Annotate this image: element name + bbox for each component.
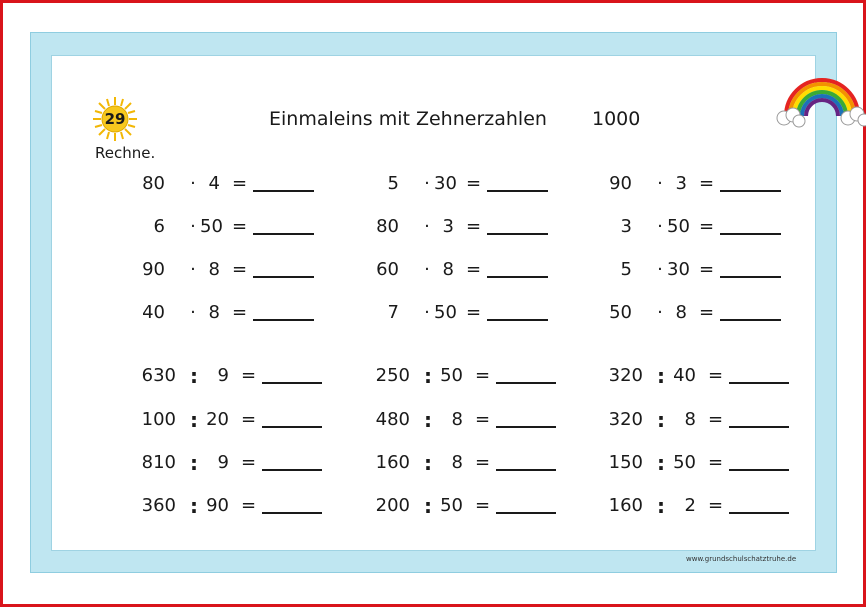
answer-blank[interactable] (487, 319, 548, 321)
equals-sign: = (232, 173, 248, 194)
answer-blank[interactable] (253, 233, 314, 235)
answer-blank[interactable] (729, 426, 789, 428)
operand-a: 160 (375, 452, 410, 473)
operand-a: 150 (608, 452, 643, 473)
operand-b: 50 (200, 216, 223, 237)
multiplication-problem (140, 257, 318, 283)
answer-blank[interactable] (487, 276, 548, 278)
multiplication-problem (140, 171, 318, 197)
operand-b: 2 (684, 495, 696, 516)
answer-blank[interactable] (253, 276, 314, 278)
equals-sign: = (466, 173, 482, 194)
operand-b: 8 (208, 259, 220, 280)
multiplication-problem (374, 257, 552, 283)
multiplication-problem (374, 171, 552, 197)
equals-sign: = (241, 452, 257, 473)
equals-sign: = (241, 495, 257, 516)
operand-b: 8 (451, 409, 463, 430)
operand-b: 8 (675, 302, 687, 323)
operand-b: 8 (442, 259, 454, 280)
equals-sign: = (466, 302, 482, 323)
division-sign: : (190, 408, 198, 432)
equals-sign: = (232, 302, 248, 323)
equals-sign: = (708, 365, 724, 386)
answer-blank[interactable] (262, 512, 322, 514)
answer-blank[interactable] (262, 469, 322, 471)
answer-blank[interactable] (253, 319, 314, 321)
number-range: 1000 (592, 108, 641, 130)
equals-sign: = (232, 259, 248, 280)
equals-sign: = (475, 365, 491, 386)
worksheet-number: 29 (104, 110, 126, 128)
division-sign: : (424, 408, 432, 432)
operand-a: 90 (142, 259, 165, 280)
equals-sign: = (475, 495, 491, 516)
operand-b: 50 (434, 302, 457, 323)
answer-blank[interactable] (262, 382, 322, 384)
operand-a: 40 (142, 302, 165, 323)
division-sign: : (424, 451, 432, 475)
operand-b: 9 (217, 452, 229, 473)
multiplication-problem (607, 214, 785, 240)
division-problem (374, 363, 560, 389)
equals-sign: = (699, 216, 715, 237)
worksheet (51, 55, 816, 563)
operand-b: 3 (675, 173, 687, 194)
multiplication-problem (140, 300, 318, 326)
answer-blank[interactable] (729, 382, 789, 384)
operand-a: 6 (153, 216, 165, 237)
division-sign: : (190, 494, 198, 518)
division-sign: : (657, 494, 665, 518)
operand-a: 480 (375, 409, 410, 430)
multiplication-sign: · (190, 173, 196, 194)
operand-a: 50 (609, 302, 632, 323)
operand-a: 160 (608, 495, 643, 516)
multiplication-sign: · (424, 302, 430, 323)
operand-a: 320 (608, 409, 643, 430)
operand-b: 8 (451, 452, 463, 473)
multiplication-sign: · (190, 259, 196, 280)
operand-a: 80 (142, 173, 165, 194)
multiplication-sign: · (190, 216, 196, 237)
instruction-text: Rechne. (95, 144, 156, 162)
equals-sign: = (699, 173, 715, 194)
division-problem (140, 407, 326, 433)
multiplication-sign: · (657, 216, 663, 237)
answer-blank[interactable] (487, 190, 548, 192)
equals-sign: = (241, 409, 257, 430)
division-sign: : (190, 451, 198, 475)
operand-a: 5 (387, 173, 399, 194)
operand-a: 3 (620, 216, 632, 237)
equals-sign: = (708, 409, 724, 430)
multiplication-sign: · (657, 302, 663, 323)
division-problem (140, 363, 326, 389)
worksheet-title: Einmaleins mit Zehnerzahlen (269, 108, 547, 130)
division-problem (374, 407, 560, 433)
operand-b: 8 (208, 302, 220, 323)
equals-sign: = (699, 302, 715, 323)
rainbow-icon (772, 54, 866, 128)
operand-a: 80 (376, 216, 399, 237)
equals-sign: = (232, 216, 248, 237)
operand-a: 200 (375, 495, 410, 516)
operand-a: 90 (609, 173, 632, 194)
equals-sign: = (466, 216, 482, 237)
multiplication-problem (374, 214, 552, 240)
division-problem (374, 450, 560, 476)
division-sign: : (657, 408, 665, 432)
equals-sign: = (241, 365, 257, 386)
operand-a: 250 (375, 365, 410, 386)
operand-b: 30 (434, 173, 457, 194)
division-problem (140, 493, 326, 519)
division-problem (374, 493, 560, 519)
division-sign: : (424, 494, 432, 518)
operand-b: 30 (667, 259, 690, 280)
multiplication-sign: · (657, 173, 663, 194)
equals-sign: = (475, 409, 491, 430)
operand-a: 810 (141, 452, 176, 473)
answer-blank[interactable] (720, 190, 781, 192)
operand-a: 5 (620, 259, 632, 280)
multiplication-sign: · (190, 302, 196, 323)
equals-sign: = (708, 495, 724, 516)
operand-b: 3 (442, 216, 454, 237)
answer-blank[interactable] (496, 469, 556, 471)
multiplication-problem (607, 171, 785, 197)
operand-a: 100 (141, 409, 176, 430)
division-sign: : (657, 364, 665, 388)
division-problem (140, 450, 326, 476)
operand-b: 50 (440, 495, 463, 516)
multiplication-sign: · (424, 216, 430, 237)
division-problem (607, 493, 793, 519)
operand-b: 50 (667, 216, 690, 237)
worksheet-frame (30, 32, 837, 573)
answer-blank[interactable] (487, 233, 548, 235)
operand-b: 4 (208, 173, 220, 194)
answer-blank[interactable] (720, 233, 781, 235)
multiplication-sign: · (657, 259, 663, 280)
equals-sign: = (708, 452, 724, 473)
multiplication-problem (140, 214, 318, 240)
website-url: www.grundschulschatztruhe.de (686, 555, 797, 563)
answer-blank[interactable] (729, 512, 789, 514)
operand-b: 90 (206, 495, 229, 516)
division-problem (607, 363, 793, 389)
division-problem (607, 407, 793, 433)
answer-blank[interactable] (496, 382, 556, 384)
operand-b: 50 (673, 452, 696, 473)
division-sign: : (190, 364, 198, 388)
division-sign: : (424, 364, 432, 388)
multiplication-problem (607, 257, 785, 283)
answer-blank[interactable] (720, 276, 781, 278)
operand-b: 40 (673, 365, 696, 386)
multiplication-sign: · (424, 259, 430, 280)
multiplication-sign: · (424, 173, 430, 194)
multiplication-problem (374, 300, 552, 326)
operand-a: 7 (387, 302, 399, 323)
operand-b: 8 (684, 409, 696, 430)
answer-blank[interactable] (262, 426, 322, 428)
equals-sign: = (699, 259, 715, 280)
operand-b: 20 (206, 409, 229, 430)
division-sign: : (657, 451, 665, 475)
answer-blank[interactable] (496, 512, 556, 514)
operand-b: 9 (217, 365, 229, 386)
answer-blank[interactable] (720, 319, 781, 321)
equals-sign: = (466, 259, 482, 280)
equals-sign: = (475, 452, 491, 473)
operand-b: 50 (440, 365, 463, 386)
answer-blank[interactable] (729, 469, 789, 471)
operand-a: 320 (608, 365, 643, 386)
answer-blank[interactable] (496, 426, 556, 428)
operand-a: 60 (376, 259, 399, 280)
division-problem (607, 450, 793, 476)
operand-a: 630 (141, 365, 176, 386)
multiplication-problem (607, 300, 785, 326)
answer-blank[interactable] (253, 190, 314, 192)
operand-a: 360 (141, 495, 176, 516)
